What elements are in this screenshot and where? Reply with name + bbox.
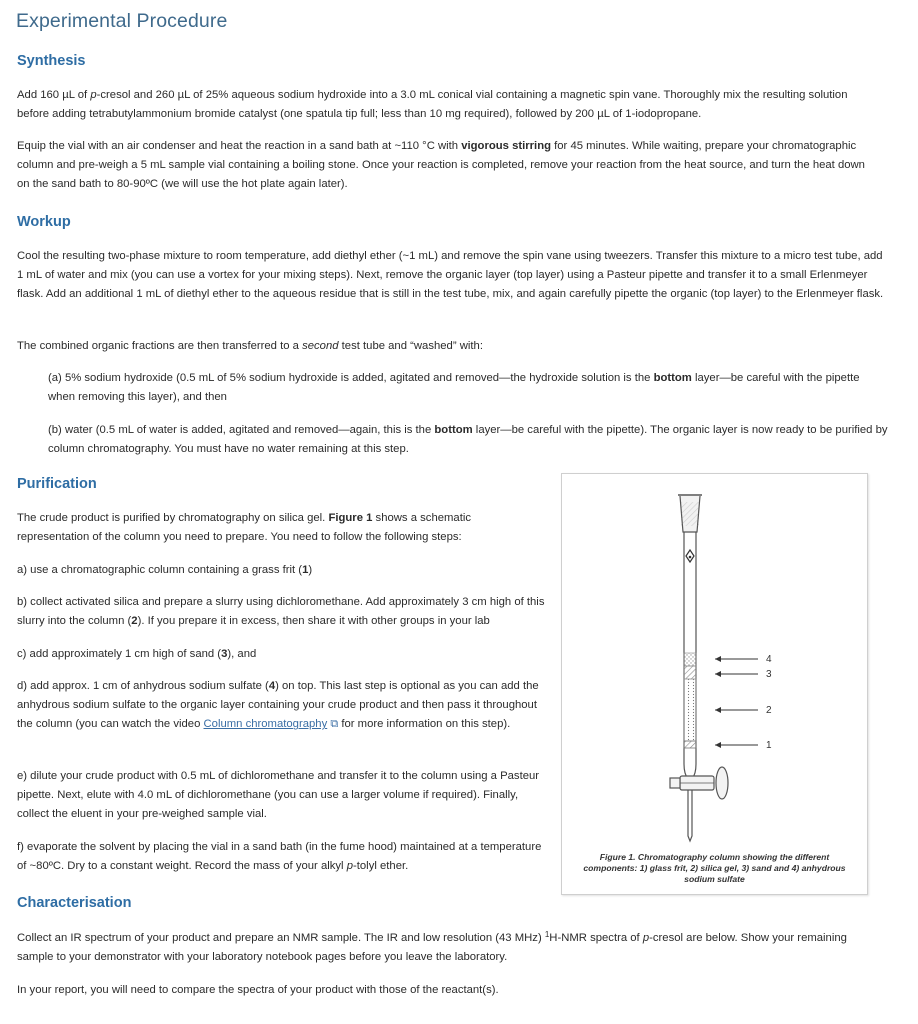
purification-step-a: a) use a chromatographic column containing a grass frit (1) bbox=[17, 564, 313, 576]
label-4: 4 bbox=[766, 654, 772, 665]
workup-wash-b: (b) water (0.5 mL of water is added, agitated and removed—again, this is the bottom layer—be careful with the pipette). The organic layer is now ready to be purified by column chromatography. You must have no water remaining at this step. bbox=[48, 424, 888, 456]
purification-intro: The crude product is purified by chromatography on silica gel. Figure 1 shows a schematic representation of the column you need to prepare. You need to follow the following steps: bbox=[17, 512, 471, 544]
label-1: 1 bbox=[766, 740, 772, 751]
synthesis-paragraph-2: Equip the vial with an air condenser and heat the reaction in a sand bath at ~110 °C with vigorous stirring for 45 minutes. While waiting, prepare your chromatographic column and pre-weigh a 5 mL sample vial containing a boiling stone. Once your reaction is completed, remove your reaction from the heat source, and turn the heat down on the sand bath to 80-90ºC (we will use the hot plate again later). bbox=[17, 140, 865, 191]
workup-heading: Workup bbox=[17, 214, 71, 230]
label-2: 2 bbox=[766, 705, 772, 716]
stopcock bbox=[670, 767, 728, 799]
column-tip bbox=[688, 790, 692, 841]
characterisation-paragraph-2: In your report, you will need to compare the spectra of your product with those of the reactant(s). bbox=[17, 984, 499, 996]
workup-wash-a: (a) 5% sodium hydroxide (0.5 mL of 5% sodium hydroxide is added, agitated and removed—the hydroxide solution is the bottom layer—be careful with the pipette when removing this layer), and then bbox=[48, 372, 860, 404]
synthesis-paragraph-1: Add 160 µL of p-cresol and 260 µL of 25% aqueous sodium hydroxide into a 3.0 mL conical vial containing a magnetic spin vane. Thoroughly mix the resulting solution before adding tetrabutylammonium bromide catalyst (one spatula tip full; less than 10 mg required), followed by 200 µL of 1-iodopropane. bbox=[17, 89, 848, 121]
characterisation-paragraph-1: Collect an IR spectrum of your product and prepare an NMR sample. The IR and low resolution (43 MHz) $^1$H-NMR spectra of p-cresol are below. Show your remaining sample to your demonstrator with your laboratory notebook pages before you leave the laboratory. bbox=[17, 930, 847, 964]
label-arrow-1 bbox=[715, 742, 758, 748]
layer-sodium-sulfate bbox=[684, 653, 696, 666]
label-arrow-2 bbox=[715, 707, 758, 713]
figure-caption: Figure 1. Chromatography column showing the different components: 1) glass frit, 2) silica gel, 3) sand and 4) anhydrous sodium sulfate bbox=[583, 852, 846, 884]
page-title: Experimental Procedure bbox=[16, 10, 228, 32]
external-link-icon[interactable]: ⧉ bbox=[330, 718, 339, 731]
layer-sand bbox=[684, 666, 696, 679]
figure-1 bbox=[561, 473, 868, 895]
chromatography-column-diagram bbox=[562, 474, 867, 894]
synthesis-heading: Synthesis bbox=[17, 53, 86, 69]
column-top-joint bbox=[678, 495, 702, 532]
purification-step-c: c) add approximately 1 cm high of sand (3), and bbox=[17, 648, 257, 660]
label-arrow-4 bbox=[715, 656, 758, 662]
purification-step-e: e) dilute your crude product with 0.5 mL of dichloromethane and transfer it to the column using a Pasteur pipette. Next, elute with 4.0 mL of dichloromethane (you can use a larger volume if required). Finally, collect the eluent in your pre-weighed sample vial. bbox=[17, 770, 540, 821]
purification-heading: Purification bbox=[17, 476, 97, 492]
workup-paragraph-2: The combined organic fractions are then transferred to a second test tube and “washed” with: bbox=[17, 340, 483, 352]
label-3: 3 bbox=[766, 669, 772, 680]
label-arrow-3 bbox=[715, 671, 758, 677]
layer-silica-gel bbox=[684, 679, 696, 741]
purification-step-b: b) collect activated silica and prepare a slurry using dichloromethane. Add approximately 3 cm high of this slurry into the column (2). If you prepare it in excess, then share it with other groups in your lab bbox=[17, 596, 545, 628]
workup-paragraph-1: Cool the resulting two-phase mixture to room temperature, add diethyl ether (~1 mL) and remove the spin vane using tweezers. Transfer this mixture to a micro test tube, add 1 mL of water and mix (you can use a vortex for your mixing steps). Next, remove the organic layer (top layer) using a Pasteur pipette and transfer it to a small Erlenmeyer flask. Add an additional 1 mL of diethyl ether to the aqueous residue that is still in the test tube, mix, and again carefully pipette the organic (top layer) to the Erlenmeyer flask. bbox=[17, 250, 884, 301]
layer-glass-frit bbox=[684, 741, 696, 748]
characterisation-heading: Characterisation bbox=[17, 895, 132, 911]
purification-step-f: f) evaporate the solvent by placing the vial in a sand bath (in the fume hood) maintained at a temperature of ~80ºC. Dry to a constant weight. Record the mass of your alkyl p-tolyl ether. bbox=[17, 841, 542, 873]
column-chromatography-video-link[interactable]: Column chromatography bbox=[203, 718, 328, 731]
purification-step-d: d) add approx. 1 cm of anhydrous sodium sulfate (4) on top. This last step is optional as you can add the anhydrous sodium sulfate to the organic layer containing your crude product and then pass it throughout the column (you can watch the video Column chromatography ⧉ for more information on this step). bbox=[17, 680, 539, 731]
